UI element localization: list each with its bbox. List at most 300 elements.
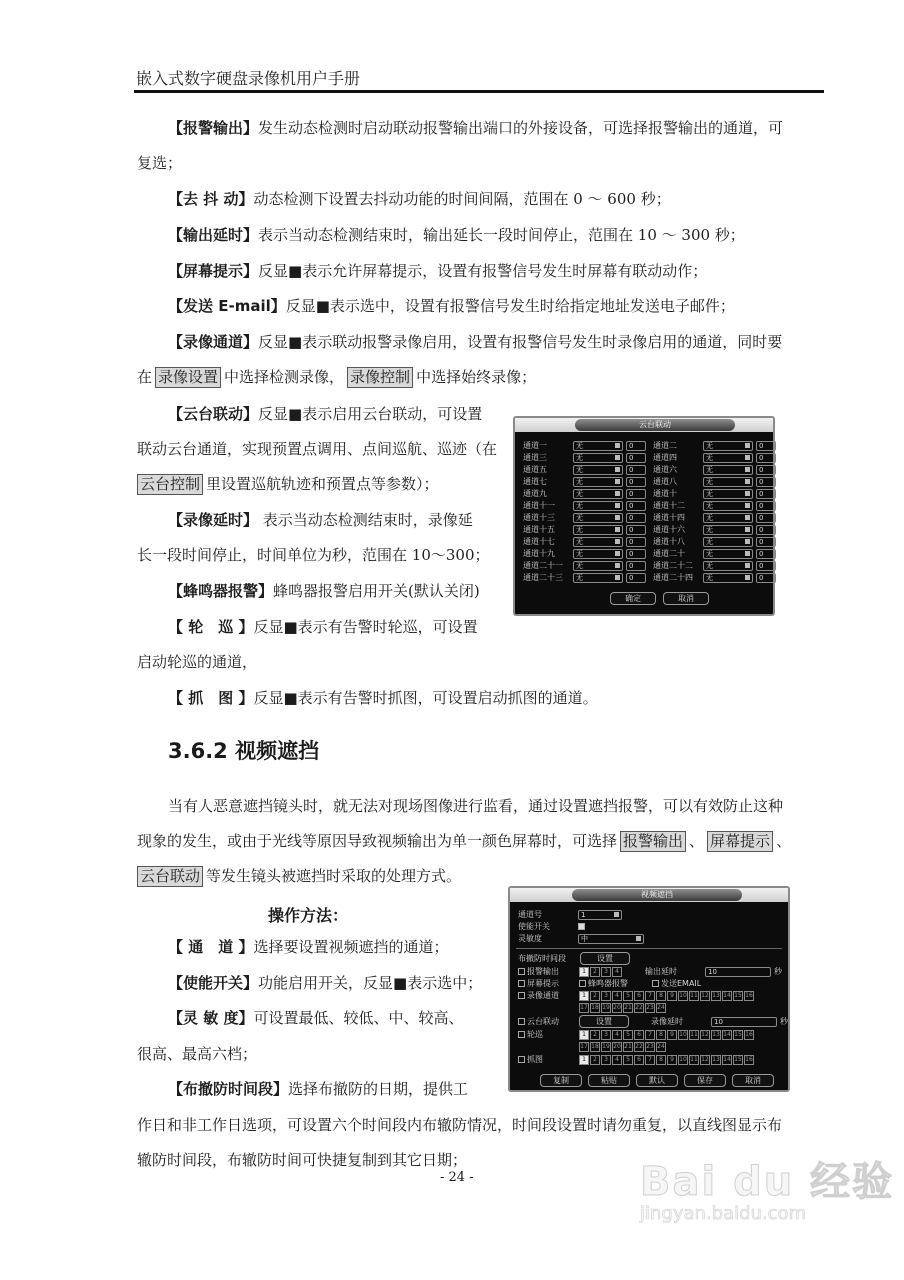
para-tour-l2: 启动轮巡的通道， — [137, 653, 258, 671]
ptz-row — [523, 524, 776, 535]
cancel-button[interactable]: 取消 — [732, 1074, 774, 1087]
para-tour — [168, 617, 478, 637]
ptz-mode-value: 无 — [706, 513, 713, 522]
preset-input[interactable]: 0 — [626, 501, 646, 511]
text: 等发生镜头被遮挡时采取的处理方式。 — [206, 867, 462, 885]
chevron-down-icon — [745, 443, 750, 448]
text: 、 — [689, 832, 705, 850]
alarm-output-checkbox[interactable] — [518, 968, 525, 975]
ptz-mode-select[interactable] — [573, 477, 623, 487]
tour-channels-row2 — [579, 1041, 667, 1052]
alarm-output-channels — [579, 966, 623, 977]
preset-input[interactable]: 0 — [756, 537, 776, 547]
ptz-row — [523, 476, 776, 487]
ptz-mode-value: 无 — [576, 561, 583, 570]
ptz-mode-value: 无 — [576, 441, 583, 450]
para-text: 蜂鸣器报警启用开关(默认关闭) — [273, 582, 480, 600]
channel-box-9[interactable]: 9 — [667, 991, 677, 1001]
chevron-down-icon — [615, 467, 620, 472]
preset-input[interactable]: 0 — [756, 501, 776, 511]
para-text: 功能启用开关，反显■表示选中； — [258, 974, 483, 992]
channel-box-16[interactable]: 16 — [745, 992, 753, 999]
para-text: 反显■表示启用云台联动，可设置 — [258, 405, 483, 423]
channel-box-2[interactable]: 2 — [590, 1030, 600, 1040]
ptz-mode-select[interactable] — [703, 513, 753, 523]
ptz-mode-select[interactable] — [703, 561, 753, 571]
channel-box-11[interactable]: 11 — [690, 992, 698, 999]
alarm-output-label: 报警输出 — [527, 967, 559, 976]
para-text: 反显■表示有告警时轮巡，可设置 — [253, 618, 478, 636]
preset-input[interactable]: 0 — [756, 573, 776, 583]
channel-label: 通道十六 — [653, 525, 685, 534]
para-output-delay — [168, 225, 745, 245]
ptz-mode-value: 无 — [706, 441, 713, 450]
para-ptz-link-l3 — [137, 474, 439, 495]
para-schedule-l2: 作日和非工作日选项，可设置六个时间段内布辙防情况，时间段设置时请勿重复，以直线图显示布 — [137, 1116, 783, 1134]
snapshot-channels — [579, 1054, 755, 1065]
output-delay-label: 输出延时 — [645, 967, 677, 976]
default-button[interactable]: 默认 — [636, 1074, 678, 1087]
preset-input[interactable]: 0 — [756, 549, 776, 559]
ptz-control-ref: 云台控制 — [137, 474, 203, 495]
preset-input[interactable]: 0 — [756, 453, 776, 463]
dialog-title: 云台联动 — [575, 419, 735, 431]
channel-label: 通道号 — [518, 910, 542, 919]
chevron-down-icon — [745, 527, 750, 532]
ptz-mode-select[interactable] — [703, 549, 753, 559]
para-sensitivity — [168, 1008, 463, 1028]
ptz-mode-select[interactable] — [573, 525, 623, 535]
chevron-down-icon — [615, 491, 620, 496]
ptz-row — [523, 572, 776, 583]
chevron-down-icon — [615, 527, 620, 532]
channel-label: 通道二十一 — [523, 561, 563, 570]
channel-box-6[interactable]: 6 — [634, 1030, 644, 1040]
ptz-mode-select[interactable] — [703, 573, 753, 583]
enable-label: 使能开关 — [518, 922, 550, 931]
ptz-row — [523, 548, 776, 559]
watermark-logo: Bai du 经验 — [640, 1159, 895, 1205]
channel-box-13[interactable]: 13 — [712, 1031, 720, 1038]
ptz-mode-value: 无 — [706, 465, 713, 474]
save-button[interactable]: 保存 — [684, 1074, 726, 1087]
term: 【布撤防时间段】 — [168, 1080, 289, 1098]
ptz-mode-value: 无 — [706, 477, 713, 486]
ptz-row — [523, 464, 776, 475]
ptz-mode-select[interactable] — [703, 477, 753, 487]
record-channels-row2 — [579, 1002, 667, 1013]
preset-input[interactable]: 0 — [626, 489, 646, 499]
record-channel-checkbox[interactable] — [518, 992, 525, 999]
channel-box-4[interactable]: 4 — [612, 1055, 622, 1065]
record-channels-row1 — [579, 990, 755, 1001]
term: 【发送 E-mail】 — [168, 297, 286, 315]
schedule-label: 布撤防时间段 — [518, 954, 566, 963]
ptz-mode-select[interactable] — [573, 537, 623, 547]
channel-label: 通道十 — [653, 489, 677, 498]
ptz-mode-value: 无 — [576, 453, 583, 462]
channel-box-7[interactable]: 7 — [645, 991, 655, 1001]
para-text: 动态检测下设置去抖动功能的时间间隔，范围在 0 ～ 600 秒； — [253, 190, 671, 208]
chevron-down-icon — [615, 443, 620, 448]
dialog-titlebar — [515, 418, 773, 432]
term: 【灵 敏 度】 — [168, 1009, 254, 1027]
section-heading: 3.6.2 视频遮挡 — [168, 739, 320, 763]
sensitivity-label: 灵敏度 — [518, 934, 542, 943]
channel-box-11[interactable]: 11 — [690, 1031, 698, 1038]
preset-input[interactable]: 0 — [626, 465, 646, 475]
email-checkbox[interactable] — [652, 980, 659, 987]
ptz-link-label: 云台联动 — [527, 1017, 559, 1026]
channel-box-16[interactable]: 16 — [745, 1031, 753, 1038]
term: 【云台联动】 — [168, 405, 259, 423]
channel-box-24[interactable]: 24 — [657, 1004, 665, 1011]
text: 里设置巡航轨迹和预置点等参数）； — [206, 475, 439, 493]
text: 中选择始终录像； — [416, 368, 537, 386]
page-number: - 24 - — [440, 1170, 474, 1185]
para-record-channel-cont — [137, 367, 536, 388]
channel-box-13[interactable]: 13 — [712, 992, 720, 999]
channel-box-6[interactable]: 6 — [634, 991, 644, 1001]
ptz-row — [523, 452, 776, 463]
para-screen-tip — [168, 261, 707, 281]
snapshot-label: 抓图 — [527, 1055, 543, 1064]
channel-box-20[interactable]: 20 — [613, 1004, 621, 1011]
para-ptz-link — [168, 404, 482, 424]
channel-box-2[interactable]: 2 — [590, 1055, 600, 1065]
chevron-down-icon — [745, 467, 750, 472]
ptz-mode-select[interactable] — [573, 549, 623, 559]
channel-box-1[interactable]: 1 — [579, 1055, 589, 1065]
channel-label: 通道十一 — [523, 501, 555, 510]
para-enable — [168, 973, 482, 993]
chevron-down-icon — [636, 936, 641, 941]
ptz-row — [523, 560, 776, 571]
para-text: 表示当动态检测结束时，录像延 — [258, 511, 473, 529]
para-text: 反显■表示选中，设置有报警信号发生时给指定地址发送电子邮件； — [285, 297, 735, 315]
channel-label: 通道十七 — [523, 537, 555, 546]
channel-label: 通道七 — [523, 477, 547, 486]
screen-tip-checkbox[interactable] — [518, 980, 525, 987]
channel-label: 通道一 — [523, 441, 547, 450]
copy-button[interactable]: 复制 — [540, 1074, 582, 1087]
chevron-down-icon — [745, 503, 750, 508]
channel-box-11[interactable]: 11 — [690, 1056, 698, 1063]
text: 中选择检测录像， — [224, 368, 345, 386]
preset-input[interactable]: 0 — [756, 525, 776, 535]
record-channel-label: 录像通道 — [527, 991, 559, 1000]
chevron-down-icon — [615, 455, 620, 460]
channel-box-12[interactable]: 12 — [701, 1056, 709, 1063]
baidu-watermark — [640, 1150, 894, 1224]
ptz-mode-select[interactable] — [573, 501, 623, 511]
chevron-down-icon — [745, 491, 750, 496]
ptz-mode-select[interactable] — [573, 441, 623, 451]
screen-tip-ref: 屏幕提示 — [707, 831, 773, 852]
channel-box-4[interactable]: 4 — [612, 967, 622, 977]
term: 【录像通道】 — [168, 333, 259, 351]
ptz-mode-select[interactable] — [573, 573, 623, 583]
preset-input[interactable]: 0 — [626, 537, 646, 547]
ptz-mode-value: 无 — [706, 549, 713, 558]
channel-label: 通道十四 — [653, 513, 685, 522]
dialog-title: 视频遮挡 — [572, 889, 742, 901]
para-text: 反显■表示允许屏幕提示，设置有报警信号发生时屏幕有联动动作； — [258, 262, 708, 280]
para-text: 可设置最低、较低、中、较高、 — [253, 1009, 464, 1027]
tour-channels-row1 — [579, 1029, 755, 1040]
ptz-mode-select[interactable] — [703, 453, 753, 463]
ptz-mode-value: 无 — [706, 525, 713, 534]
ptz-mode-select[interactable] — [703, 489, 753, 499]
ptz-mode-value: 无 — [576, 537, 583, 546]
ok-button[interactable]: 确定 — [610, 592, 656, 605]
channel-box-16[interactable]: 16 — [745, 1056, 753, 1063]
para-text: 表示当动态检测结束时，输出延长一段时间停止，范围在 10 ～ 300 秒； — [258, 226, 745, 244]
ptz-mode-value: 无 — [576, 513, 583, 522]
term: 【 抓 图 】 — [168, 689, 254, 707]
channel-box-21[interactable]: 21 — [624, 1004, 632, 1011]
channel-value: 1 — [581, 910, 586, 919]
channel-box-3[interactable]: 3 — [601, 1055, 611, 1065]
preset-input[interactable]: 0 — [626, 525, 646, 535]
header-rule — [134, 90, 824, 93]
ptz-mode-select[interactable] — [573, 453, 623, 463]
ptz-mode-select[interactable] — [573, 513, 623, 523]
ptz-mode-value: 无 — [576, 549, 583, 558]
channel-box-19[interactable]: 19 — [602, 1043, 610, 1050]
para-snapshot — [168, 688, 598, 708]
channel-label: 通道三 — [523, 453, 547, 462]
ptz-mode-select[interactable] — [573, 489, 623, 499]
channel-box-5[interactable]: 5 — [623, 1030, 633, 1040]
chevron-down-icon — [615, 563, 620, 568]
channel-box-23[interactable]: 23 — [646, 1004, 654, 1011]
preset-input[interactable]: 0 — [756, 513, 776, 523]
chevron-down-icon — [745, 539, 750, 544]
preset-input[interactable]: 0 — [626, 441, 646, 451]
method-heading: 操作方法： — [268, 906, 349, 925]
channel-box-20[interactable]: 20 — [613, 1043, 621, 1050]
buzzer-label: 蜂鸣器报警 — [588, 979, 628, 988]
channel-box-21[interactable]: 21 — [624, 1043, 632, 1050]
ptz-mode-select[interactable] — [573, 465, 623, 475]
channel-box-14[interactable]: 14 — [723, 992, 731, 999]
snapshot-checkbox[interactable] — [518, 1056, 525, 1063]
ptz-mode-value: 无 — [576, 501, 583, 510]
chevron-down-icon — [615, 479, 620, 484]
channel-label: 通道九 — [523, 489, 547, 498]
channel-box-7[interactable]: 7 — [645, 1055, 655, 1065]
ptz-row — [523, 512, 776, 523]
output-delay-input[interactable]: 10 — [705, 967, 771, 977]
channel-label: 通道十八 — [653, 537, 685, 546]
channel-box-10[interactable]: 10 — [679, 1056, 687, 1063]
ptz-mode-value: 无 — [576, 477, 583, 486]
ptz-link-dialog — [513, 416, 775, 616]
channel-box-18[interactable]: 18 — [591, 1004, 599, 1011]
channel-box-1[interactable]: 1 — [579, 1030, 589, 1040]
ptz-mode-select[interactable] — [703, 465, 753, 475]
channel-label: 通道十五 — [523, 525, 555, 534]
channel-box-4[interactable]: 4 — [612, 1030, 622, 1040]
sensitivity-value: 中 — [581, 934, 588, 943]
channel-box-5[interactable]: 5 — [623, 1055, 633, 1065]
para-channel — [168, 937, 448, 957]
ptz-mode-select[interactable] — [703, 501, 753, 511]
channel-label: 通道二 — [653, 441, 677, 450]
channel-box-23[interactable]: 23 — [646, 1043, 654, 1050]
channel-label: 通道四 — [653, 453, 677, 462]
para-text: 反显■表示联动报警录像启用，设置有报警信号发生时录像启用的通道，同时要 — [258, 333, 783, 351]
ptz-mode-value: 无 — [706, 537, 713, 546]
channel-box-24[interactable]: 24 — [657, 1043, 665, 1050]
section-intro-1: 当有人恶意遮挡镜头时，就无法对现场图像进行监看，通过设置遮挡报警，可以有效防止这种 — [168, 797, 784, 815]
enable-checkbox[interactable] — [578, 923, 585, 930]
section-intro-2 — [137, 831, 791, 852]
preset-input[interactable]: 0 — [756, 441, 776, 451]
preset-input[interactable]: 0 — [756, 465, 776, 475]
channel-box-10[interactable]: 10 — [679, 1031, 687, 1038]
ptz-mode-value: 无 — [576, 489, 583, 498]
channel-select[interactable] — [578, 910, 622, 920]
channel-box-15[interactable]: 15 — [734, 992, 742, 999]
sensitivity-select[interactable] — [578, 934, 644, 944]
channel-box-8[interactable]: 8 — [656, 1055, 666, 1065]
ptz-mode-select[interactable] — [573, 561, 623, 571]
channel-box-3[interactable]: 3 — [601, 967, 611, 977]
text: 、 — [776, 832, 792, 850]
channel-label: 通道二十三 — [523, 573, 563, 582]
channel-box-19[interactable]: 19 — [602, 1004, 610, 1011]
para-text: 发生动态检测时启动联动报警输出端口的外接设备，可选择报警输出的通道，可 — [258, 119, 784, 137]
para-record-delay-l2: 长一段时间停止，时间单位为秒，范围在 10～300； — [137, 546, 490, 564]
preset-input[interactable]: 0 — [626, 513, 646, 523]
channel-box-22[interactable]: 22 — [635, 1043, 643, 1050]
channel-box-17[interactable]: 17 — [580, 1004, 588, 1011]
preset-input[interactable]: 0 — [756, 489, 776, 499]
tour-checkbox[interactable] — [518, 1031, 525, 1038]
preset-input[interactable]: 0 — [756, 477, 776, 487]
chevron-down-icon — [745, 551, 750, 556]
chevron-down-icon — [614, 912, 619, 917]
preset-input[interactable]: 0 — [756, 561, 776, 571]
para-schedule-l3: 辙防时间段，布辙防时间可快捷复制到其它日期； — [137, 1151, 468, 1169]
para-text: 反显■表示有告警时抓图，可设置启动抓图的通道。 — [253, 689, 598, 707]
document-header: 嵌入式数字硬盘录像机用户手册 — [136, 69, 361, 88]
section-intro-3 — [137, 866, 461, 887]
preset-input[interactable]: 0 — [626, 561, 646, 571]
preset-input[interactable]: 0 — [626, 453, 646, 463]
channel-box-6[interactable]: 6 — [634, 1055, 644, 1065]
paste-button[interactable]: 粘贴 — [588, 1074, 630, 1087]
text: 现象的发生，或由于光线等原因导致视频输出为单一颜色屏幕时，可选择 — [137, 832, 618, 850]
ptz-mode-select[interactable] — [703, 441, 753, 451]
video-mask-dialog — [508, 886, 790, 1092]
chevron-down-icon — [745, 455, 750, 460]
para-buzzer — [168, 581, 480, 601]
channel-box-2[interactable]: 2 — [590, 967, 600, 977]
ptz-mode-select[interactable] — [703, 537, 753, 547]
channel-label: 通道五 — [523, 465, 547, 474]
channel-label: 通道十九 — [523, 549, 555, 558]
channel-box-10[interactable]: 10 — [679, 992, 687, 999]
chevron-down-icon — [615, 503, 620, 508]
channel-box-8[interactable]: 8 — [656, 991, 666, 1001]
chevron-down-icon — [745, 479, 750, 484]
channel-box-7[interactable]: 7 — [645, 1030, 655, 1040]
channel-box-1[interactable]: 1 — [579, 991, 589, 1001]
para-send-email — [168, 296, 735, 316]
channel-box-2[interactable]: 2 — [590, 991, 600, 1001]
channel-box-14[interactable]: 14 — [723, 1056, 731, 1063]
channel-box-9[interactable]: 9 — [667, 1055, 677, 1065]
ptz-mode-select[interactable] — [703, 525, 753, 535]
channel-box-9[interactable]: 9 — [667, 1030, 677, 1040]
ptz-settings-button[interactable]: 设置 — [579, 1015, 629, 1028]
alarm-output-ref: 报警输出 — [620, 831, 686, 852]
term: 【蜂鸣器报警】 — [168, 582, 274, 600]
record-settings-ref: 录像设置 — [155, 367, 221, 388]
cancel-button[interactable]: 取消 — [663, 592, 709, 605]
tour-label: 轮巡 — [527, 1030, 543, 1039]
channel-label: 通道二十四 — [653, 573, 693, 582]
preset-input[interactable]: 0 — [626, 573, 646, 583]
ptz-row — [523, 536, 776, 547]
channel-box-5[interactable]: 5 — [623, 991, 633, 1001]
schedule-settings-button[interactable]: 设置 — [580, 952, 630, 965]
ptz-mode-value: 无 — [576, 465, 583, 474]
channel-box-3[interactable]: 3 — [601, 1030, 611, 1040]
ptz-mode-value: 无 — [706, 489, 713, 498]
channel-box-15[interactable]: 15 — [734, 1056, 742, 1063]
term: 【输出延时】 — [168, 226, 259, 244]
divider — [516, 948, 782, 949]
chevron-down-icon — [615, 551, 620, 556]
channel-box-17[interactable]: 17 — [580, 1043, 588, 1050]
channel-box-4[interactable]: 4 — [612, 991, 622, 1001]
channel-box-1[interactable]: 1 — [579, 967, 589, 977]
sec-unit: 秒 — [774, 967, 782, 976]
channel-box-18[interactable]: 18 — [591, 1043, 599, 1050]
ptz-link-checkbox[interactable] — [518, 1018, 525, 1025]
channel-box-14[interactable]: 14 — [723, 1031, 731, 1038]
record-delay-input[interactable]: 10 — [711, 1017, 777, 1027]
channel-box-12[interactable]: 12 — [701, 1031, 709, 1038]
para-text: 选择要设置视频遮挡的通道； — [253, 938, 449, 956]
para-alarm-output — [168, 118, 783, 138]
channel-box-22[interactable]: 22 — [635, 1004, 643, 1011]
channel-box-13[interactable]: 13 — [712, 1056, 720, 1063]
channel-label: 通道十三 — [523, 513, 555, 522]
preset-input[interactable]: 0 — [626, 477, 646, 487]
channel-box-3[interactable]: 3 — [601, 991, 611, 1001]
buzzer-checkbox[interactable] — [579, 980, 586, 987]
channel-box-12[interactable]: 12 — [701, 992, 709, 999]
screen-tip-label: 屏幕提示 — [527, 979, 559, 988]
channel-box-8[interactable]: 8 — [656, 1030, 666, 1040]
ptz-row — [523, 500, 776, 511]
chevron-down-icon — [615, 575, 620, 580]
channel-label: 通道六 — [653, 465, 677, 474]
para-schedule — [168, 1079, 468, 1099]
watermark-url: jingyan.baidu.com — [640, 1203, 807, 1224]
channel-box-15[interactable]: 15 — [734, 1031, 742, 1038]
chevron-down-icon — [745, 515, 750, 520]
preset-input[interactable]: 0 — [626, 549, 646, 559]
term: 【去 抖 动】 — [168, 190, 254, 208]
para-sensitivity-l2: 很高、最高六档； — [137, 1045, 258, 1063]
email-label: 发送EMAIL — [661, 979, 702, 988]
